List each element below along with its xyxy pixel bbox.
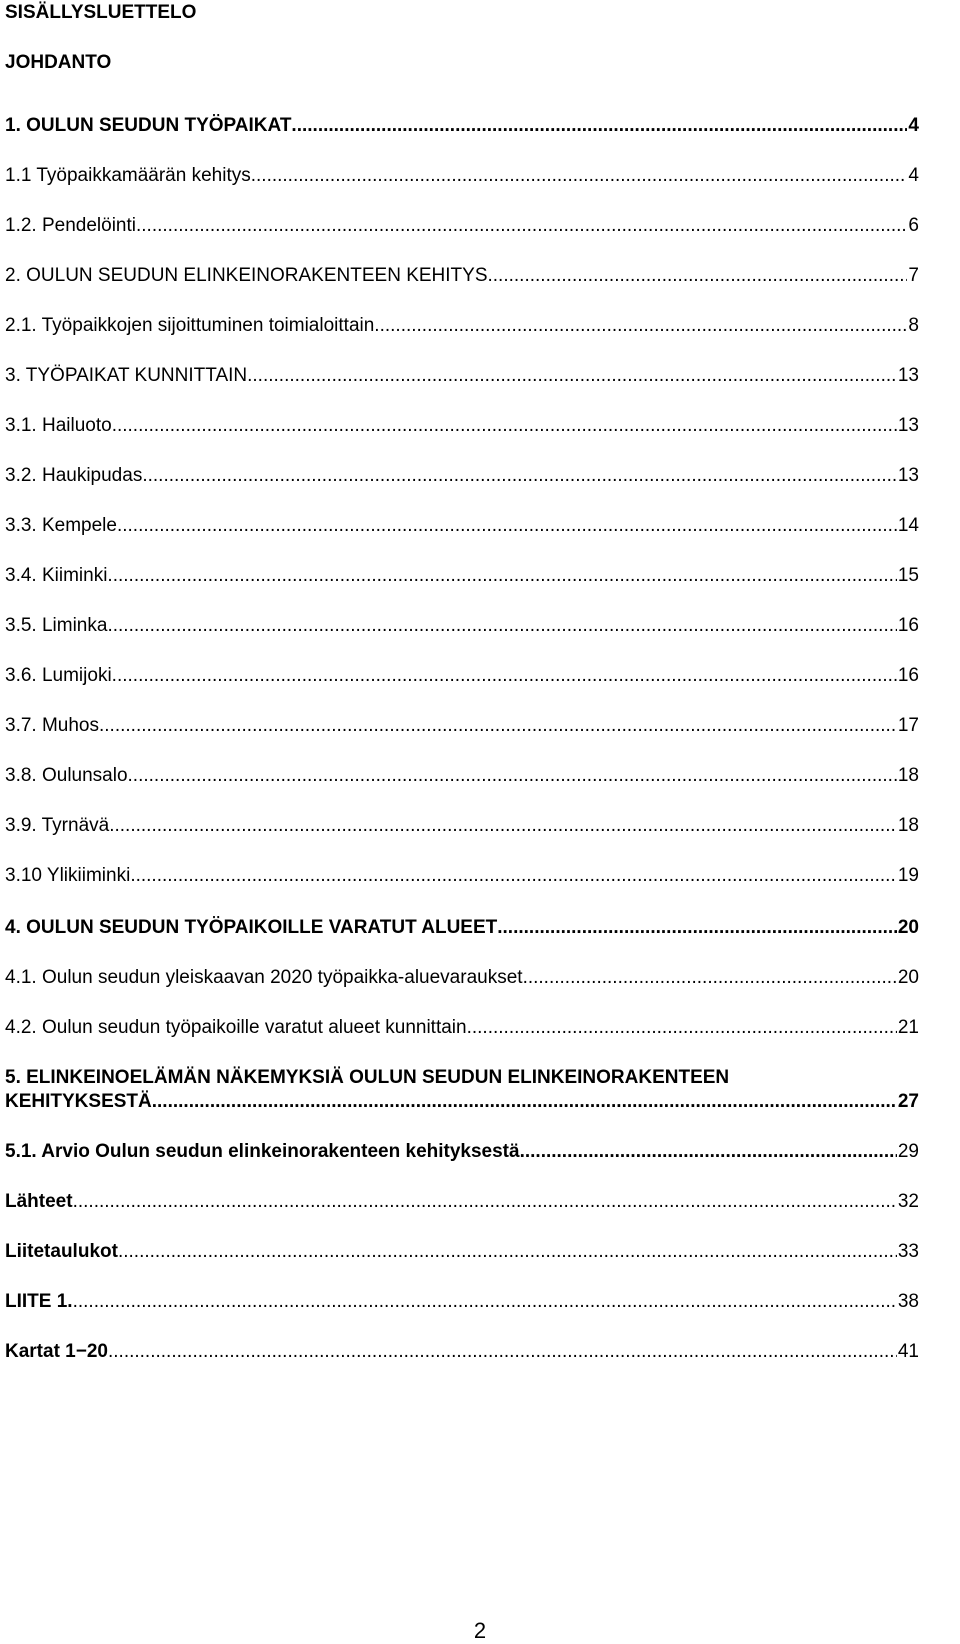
toc-entry-page: 20 (897, 917, 919, 938)
toc-entry-page: 4 (908, 165, 919, 186)
toc-entry[interactable] (5, 414, 919, 438)
toc-entry-label: Liitetaulukot (5, 1241, 118, 1262)
toc-entry-page: 27 (897, 1091, 919, 1112)
dot-leader (117, 514, 897, 538)
dot-leader (247, 364, 897, 388)
toc-entry[interactable] (5, 966, 919, 990)
toc-entry-page: 6 (908, 215, 919, 236)
toc-entry[interactable] (5, 614, 919, 638)
toc-entry-page: 13 (897, 465, 919, 486)
toc-entry-first-line[interactable]: 5. ELINKEINOELÄMÄN NÄKEMYKSIÄ OULUN SEUDUN ELINKEINORAKENTEEN (5, 1067, 730, 1088)
toc-entry[interactable] (5, 1140, 919, 1164)
toc-entry[interactable] (5, 814, 919, 838)
dot-leader (73, 1290, 897, 1314)
dot-leader (112, 664, 897, 688)
toc-entry-label: KEHITYKSESTÄ (5, 1091, 152, 1112)
toc-entry-label: 3.5. Liminka (5, 615, 108, 636)
toc-entry-label: 3.7. Muhos (5, 715, 99, 736)
dot-leader (523, 966, 897, 990)
toc-entry[interactable] (5, 1290, 919, 1314)
toc-entry[interactable] (5, 264, 919, 288)
toc-entry[interactable] (5, 514, 919, 538)
toc-entry-page: 19 (897, 865, 919, 886)
toc-entry-page: 15 (897, 565, 919, 586)
toc-entry-label: 4.1. Oulun seudun yleiskaavan 2020 työpaikka-aluevaraukset (5, 967, 523, 988)
toc-entry-page: 17 (897, 715, 919, 736)
toc-entry[interactable] (5, 464, 919, 488)
toc-entry-page: 16 (897, 665, 919, 686)
dot-leader (467, 1016, 897, 1040)
dot-leader (520, 1140, 897, 1164)
toc-entry-page: 41 (897, 1341, 919, 1362)
dot-leader (497, 916, 897, 940)
toc-entry-page: 29 (897, 1141, 919, 1162)
toc-entry-label: 2. OULUN SEUDUN ELINKEINORAKENTEEN KEHITYS (5, 265, 488, 286)
dot-leader (109, 814, 897, 838)
intro-heading: JOHDANTO (5, 52, 112, 73)
toc-entry-page: 14 (897, 515, 919, 536)
dot-leader (128, 764, 897, 788)
toc-entry-label: 3.4. Kiiminki (5, 565, 108, 586)
toc-entry-label: 5.1. Arvio Oulun seudun elinkeinorakenteen kehityksestä (5, 1141, 520, 1162)
dot-leader (136, 214, 907, 238)
toc-entry-label: 3.6. Lumijoki (5, 665, 112, 686)
dot-leader (152, 1090, 897, 1114)
toc-entry[interactable] (5, 714, 919, 738)
toc-entry-label: Kartat 1−20 (5, 1341, 108, 1362)
dot-leader (99, 714, 897, 738)
toc-entry[interactable] (5, 764, 919, 788)
toc-entry[interactable] (5, 564, 919, 588)
toc-entry-label: 3. TYÖPAIKAT KUNNITTAIN (5, 365, 248, 386)
dot-leader (107, 614, 896, 638)
toc-entry-label: 3.3. Kempele (5, 515, 117, 536)
toc-entry-page: 4 (908, 115, 919, 136)
toc-entry-label: Lähteet (5, 1191, 73, 1212)
toc-entry-label: 3.8. Oulunsalo (5, 765, 128, 786)
toc-entry-label: 2.1. Työpaikkojen sijoittuminen toimialoittain (5, 315, 375, 336)
toc-entry[interactable] (5, 314, 919, 338)
toc-entry[interactable] (5, 1016, 919, 1040)
toc-entry[interactable] (5, 114, 919, 138)
toc-title: SISÄLLYSLUETTELO (5, 2, 197, 23)
toc-entry[interactable] (5, 916, 919, 940)
toc-entry-label: 4.2. Oulun seudun työpaikoille varatut alueet kunnittain (5, 1017, 467, 1038)
page-number: 2 (473, 1618, 487, 1643)
toc-entry-label: LIITE 1. (5, 1291, 73, 1312)
toc-entry[interactable] (5, 364, 919, 388)
toc-entry-page: 8 (908, 315, 919, 336)
toc-entry[interactable] (5, 1240, 919, 1264)
toc-entry[interactable] (5, 214, 919, 238)
toc-entry-label: 3.1. Hailuoto (5, 415, 112, 436)
toc-entry[interactable] (5, 864, 919, 888)
dot-leader (112, 414, 897, 438)
toc-entry-label: 3.10 Ylikiiminki (5, 865, 131, 886)
dot-leader (142, 464, 897, 488)
dot-leader (130, 864, 897, 888)
toc-entry-page: 21 (897, 1017, 919, 1038)
toc-entry-label: 3.9. Tyrnävä (5, 815, 110, 836)
toc-entry-label: 3.2. Haukipudas (5, 465, 143, 486)
toc-entry-label: 1.1 Työpaikkamäärän kehitys (5, 165, 251, 186)
toc-entry-page: 18 (897, 765, 919, 786)
dot-leader (291, 114, 907, 138)
toc-entry-label: 4. OULUN SEUDUN TYÖPAIKOILLE VARATUT ALUEET (5, 917, 498, 938)
toc-entry[interactable] (5, 1340, 919, 1364)
toc-entry[interactable] (5, 164, 919, 188)
toc-entry-page: 20 (897, 967, 919, 988)
toc-entry[interactable] (5, 664, 919, 688)
toc-entry-page: 13 (897, 365, 919, 386)
toc-entry-page: 32 (897, 1191, 919, 1212)
toc-entry-page: 33 (897, 1241, 919, 1262)
toc-entry-page: 13 (897, 415, 919, 436)
toc-entry-page: 38 (897, 1291, 919, 1312)
dot-leader (374, 314, 907, 338)
toc-entry-label: 1. OULUN SEUDUN TYÖPAIKAT (5, 115, 292, 136)
dot-leader (73, 1190, 897, 1214)
dot-leader (488, 264, 908, 288)
toc-entry-page: 18 (897, 815, 919, 836)
toc-entry[interactable] (5, 1190, 919, 1214)
toc-entry-page: 7 (908, 265, 919, 286)
toc-entry-page: 16 (897, 615, 919, 636)
dot-leader (107, 564, 896, 588)
toc-entry-label: 1.2. Pendelöinti (5, 215, 136, 236)
toc-entry[interactable] (5, 1090, 919, 1114)
dot-leader (118, 1240, 897, 1264)
dot-leader (251, 164, 908, 188)
dot-leader (108, 1340, 897, 1364)
